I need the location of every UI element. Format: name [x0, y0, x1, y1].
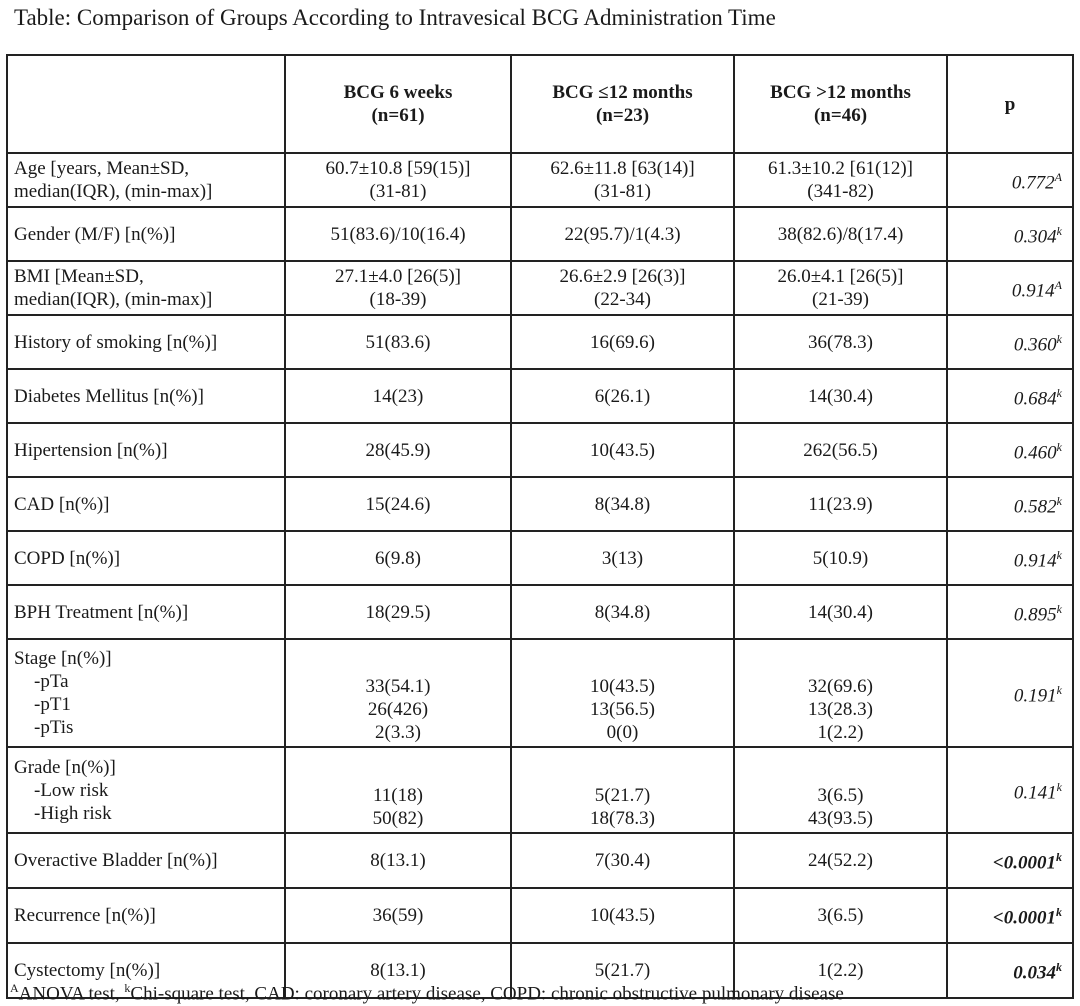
cell-g1: 15(24.6)	[285, 477, 511, 531]
cell-g1: 6(9.8)	[285, 531, 511, 585]
stage-value: 26(426)	[367, 699, 429, 720]
cell-p	[947, 833, 1073, 888]
grade-title: Grade [n(%)]	[14, 756, 116, 778]
row-label: BPH Treatment [n(%)]	[7, 585, 285, 639]
header-bcg-le-12-months	[511, 55, 734, 153]
table-row	[7, 888, 1073, 943]
cell-p	[947, 585, 1073, 639]
cell-p	[947, 888, 1073, 943]
p-value: <0.0001	[992, 907, 1056, 929]
row-label-grade	[7, 747, 285, 833]
footnote-text-a: ANOVA test,	[18, 983, 125, 1005]
cell-p	[947, 369, 1073, 423]
p-test-marker: k	[1056, 960, 1062, 975]
cell-g1: 28(45.9)	[285, 423, 511, 477]
header-group-n: (n=23)	[595, 105, 650, 126]
cell-g3: 36(78.3)	[734, 315, 947, 369]
table-row-grade	[7, 747, 1073, 833]
p-test-marker: k	[1056, 385, 1062, 400]
table-row	[7, 585, 1073, 639]
p-value: 0.582	[1013, 496, 1057, 518]
p-test-marker: A	[1054, 169, 1062, 184]
stage-value: 13(28.3)	[808, 699, 873, 720]
p-test-marker: A	[1054, 277, 1062, 292]
header-group-n: (n=61)	[371, 105, 425, 126]
cell-g1: 36(59)	[285, 888, 511, 943]
cell-g2: 26.6±2.9 [26(3)] (22-34)	[511, 261, 734, 315]
grade-value: 3(6.5)	[817, 785, 864, 806]
grade-sub-label: -Low risk	[34, 779, 109, 801]
grade-value: 5(21.7)	[594, 785, 651, 806]
p-test-marker: k	[1056, 331, 1062, 346]
table-caption: Table: Comparison of Groups According to Intravesical BCG Administration Time	[14, 5, 776, 30]
header-bcg-gt-12-months	[734, 55, 947, 153]
grade-value: 50(82)	[372, 808, 424, 829]
table-row	[7, 153, 1073, 207]
stage-sub-label: -pTis	[34, 717, 74, 738]
header-row	[7, 55, 1073, 153]
cell-g2: 3(13)	[511, 531, 734, 585]
stage-value: 0(0)	[606, 722, 639, 743]
p-test-marker: k	[1056, 493, 1062, 508]
cell-p	[947, 315, 1073, 369]
p-test-marker: k	[1056, 547, 1062, 562]
p-value: 0.191	[1013, 685, 1057, 707]
cell-g2	[511, 747, 734, 833]
grade-value: 11(18)	[373, 785, 423, 806]
footnote-marker-a: A	[10, 981, 19, 995]
cell-g2: 7(30.4)	[511, 833, 734, 888]
cell-p	[947, 261, 1073, 315]
p-test-marker: k	[1056, 905, 1062, 920]
cell-p	[947, 747, 1073, 833]
row-label: Cystectomy [n(%)]	[7, 943, 285, 998]
header-group-n: (n=46)	[813, 105, 868, 126]
cell-g3	[734, 639, 947, 747]
stage-value: 13(56.5)	[590, 699, 655, 720]
cell-g3: 61.3±10.2 [61(12)] (341-82)	[734, 153, 947, 207]
header-group-name: BCG >12 months	[770, 82, 911, 103]
header-group-name: BCG ≤12 months	[552, 82, 693, 103]
cell-g3	[734, 747, 947, 833]
header-empty	[7, 55, 285, 153]
cell-g3: 11(23.9)	[734, 477, 947, 531]
cell-g3: 14(30.4)	[734, 369, 947, 423]
table-row	[7, 261, 1073, 315]
cell-g1: 60.7±10.8 [59(15)] (31-81)	[285, 153, 511, 207]
table-footnote	[10, 976, 1078, 1006]
row-label: History of smoking [n(%)]	[7, 315, 285, 369]
cell-g2: 22(95.7)/1(4.3)	[511, 207, 734, 261]
cell-p	[947, 477, 1073, 531]
p-value: <0.0001	[992, 852, 1056, 874]
p-value: 0.895	[1013, 604, 1057, 626]
p-value: 0.684	[1013, 388, 1057, 410]
cell-g1	[285, 747, 511, 833]
cell-g3: 24(52.2)	[734, 833, 947, 888]
row-label: Diabetes Mellitus [n(%)]	[7, 369, 285, 423]
table-row	[7, 423, 1073, 477]
cell-p	[947, 207, 1073, 261]
cell-p	[947, 423, 1073, 477]
row-label: Recurrence [n(%)]	[7, 888, 285, 943]
grade-value: 18(78.3)	[590, 808, 655, 829]
p-value: 0.772	[1011, 172, 1055, 194]
cell-p	[947, 531, 1073, 585]
header-p-value: p	[947, 55, 1073, 153]
row-label: CAD [n(%)]	[7, 477, 285, 531]
grade-value: 43(93.5)	[808, 808, 873, 829]
header-group-name: BCG 6 weeks	[343, 82, 453, 103]
cell-g3: 5(10.9)	[734, 531, 947, 585]
cell-g2: 8(34.8)	[511, 585, 734, 639]
row-label: COPD [n(%)]	[7, 531, 285, 585]
comparison-table	[6, 54, 1074, 999]
header-bcg-6-weeks	[285, 55, 511, 153]
cell-g3: 1(2.2)	[734, 943, 947, 998]
p-value: 0.304	[1013, 226, 1057, 248]
p-value: 0.460	[1013, 442, 1057, 464]
p-test-marker: k	[1056, 439, 1062, 454]
p-value: 0.141	[1013, 782, 1057, 804]
footnote-marker-k: k	[124, 981, 131, 995]
table-row-stage	[7, 639, 1073, 747]
p-test-marker: k	[1056, 850, 1062, 865]
stage-title: Stage [n(%)]	[14, 648, 112, 669]
cell-g1: 8(13.1)	[285, 833, 511, 888]
stage-value: 2(3.3)	[375, 722, 421, 743]
footnote-text-k: Chi-square test, CAD: coronary artery disease, COPD: chronic obstructive pulmonary disease	[130, 983, 844, 1005]
cell-g3: 38(82.6)/8(17.4)	[734, 207, 947, 261]
cell-g2: 6(26.1)	[511, 369, 734, 423]
stage-value: 1(2.2)	[817, 722, 864, 743]
table-row	[7, 477, 1073, 531]
cell-g1: 51(83.6)	[285, 315, 511, 369]
table-row	[7, 315, 1073, 369]
row-label: Gender (M/F) [n(%)]	[7, 207, 285, 261]
table-row	[7, 531, 1073, 585]
row-label: Age [years, Mean±SD, median(IQR), (min-max)]	[7, 153, 285, 207]
p-test-marker: k	[1056, 779, 1062, 794]
row-label-stage	[7, 639, 285, 747]
p-test-marker: k	[1056, 223, 1062, 238]
cell-g1: 8(13.1)	[285, 943, 511, 998]
row-label: BMI [Mean±SD, median(IQR), (min-max)]	[7, 261, 285, 315]
stage-value: 33(54.1)	[365, 676, 431, 697]
cell-g1	[285, 639, 511, 747]
table-row	[7, 207, 1073, 261]
p-test-marker: k	[1056, 682, 1062, 697]
p-test-marker: k	[1056, 601, 1062, 616]
stage-value: 10(43.5)	[590, 676, 655, 697]
cell-p	[947, 153, 1073, 207]
p-value: 0.914	[1013, 550, 1057, 572]
grade-sub-label: -High risk	[34, 802, 112, 824]
cell-g2: 16(69.6)	[511, 315, 734, 369]
p-value: 0.360	[1013, 334, 1057, 356]
cell-g2: 10(43.5)	[511, 423, 734, 477]
cell-g2	[511, 639, 734, 747]
cell-g1: 14(23)	[285, 369, 511, 423]
cell-g3: 26.0±4.1 [26(5)] (21-39)	[734, 261, 947, 315]
cell-g2: 5(21.7)	[511, 943, 734, 998]
cell-g2: 62.6±11.8 [63(14)] (31-81)	[511, 153, 734, 207]
cell-g1: 18(29.5)	[285, 585, 511, 639]
stage-value: 32(69.6)	[808, 676, 873, 697]
table-row	[7, 369, 1073, 423]
cell-g1: 27.1±4.0 [26(5)] (18-39)	[285, 261, 511, 315]
stage-sub-label: -pTa	[34, 671, 69, 692]
table-row	[7, 833, 1073, 888]
cell-g3: 14(30.4)	[734, 585, 947, 639]
row-label: Hipertension [n(%)]	[7, 423, 285, 477]
cell-g2: 10(43.5)	[511, 888, 734, 943]
stage-sub-label: -pT1	[34, 694, 71, 715]
cell-p	[947, 639, 1073, 747]
p-value: 0.914	[1011, 280, 1055, 302]
cell-g2: 8(34.8)	[511, 477, 734, 531]
p-value: 0.034	[1013, 962, 1056, 984]
cell-g3: 3(6.5)	[734, 888, 947, 943]
cell-g3: 262(56.5)	[734, 423, 947, 477]
row-label: Overactive Bladder [n(%)]	[7, 833, 285, 888]
cell-g1: 51(83.6)/10(16.4)	[285, 207, 511, 261]
